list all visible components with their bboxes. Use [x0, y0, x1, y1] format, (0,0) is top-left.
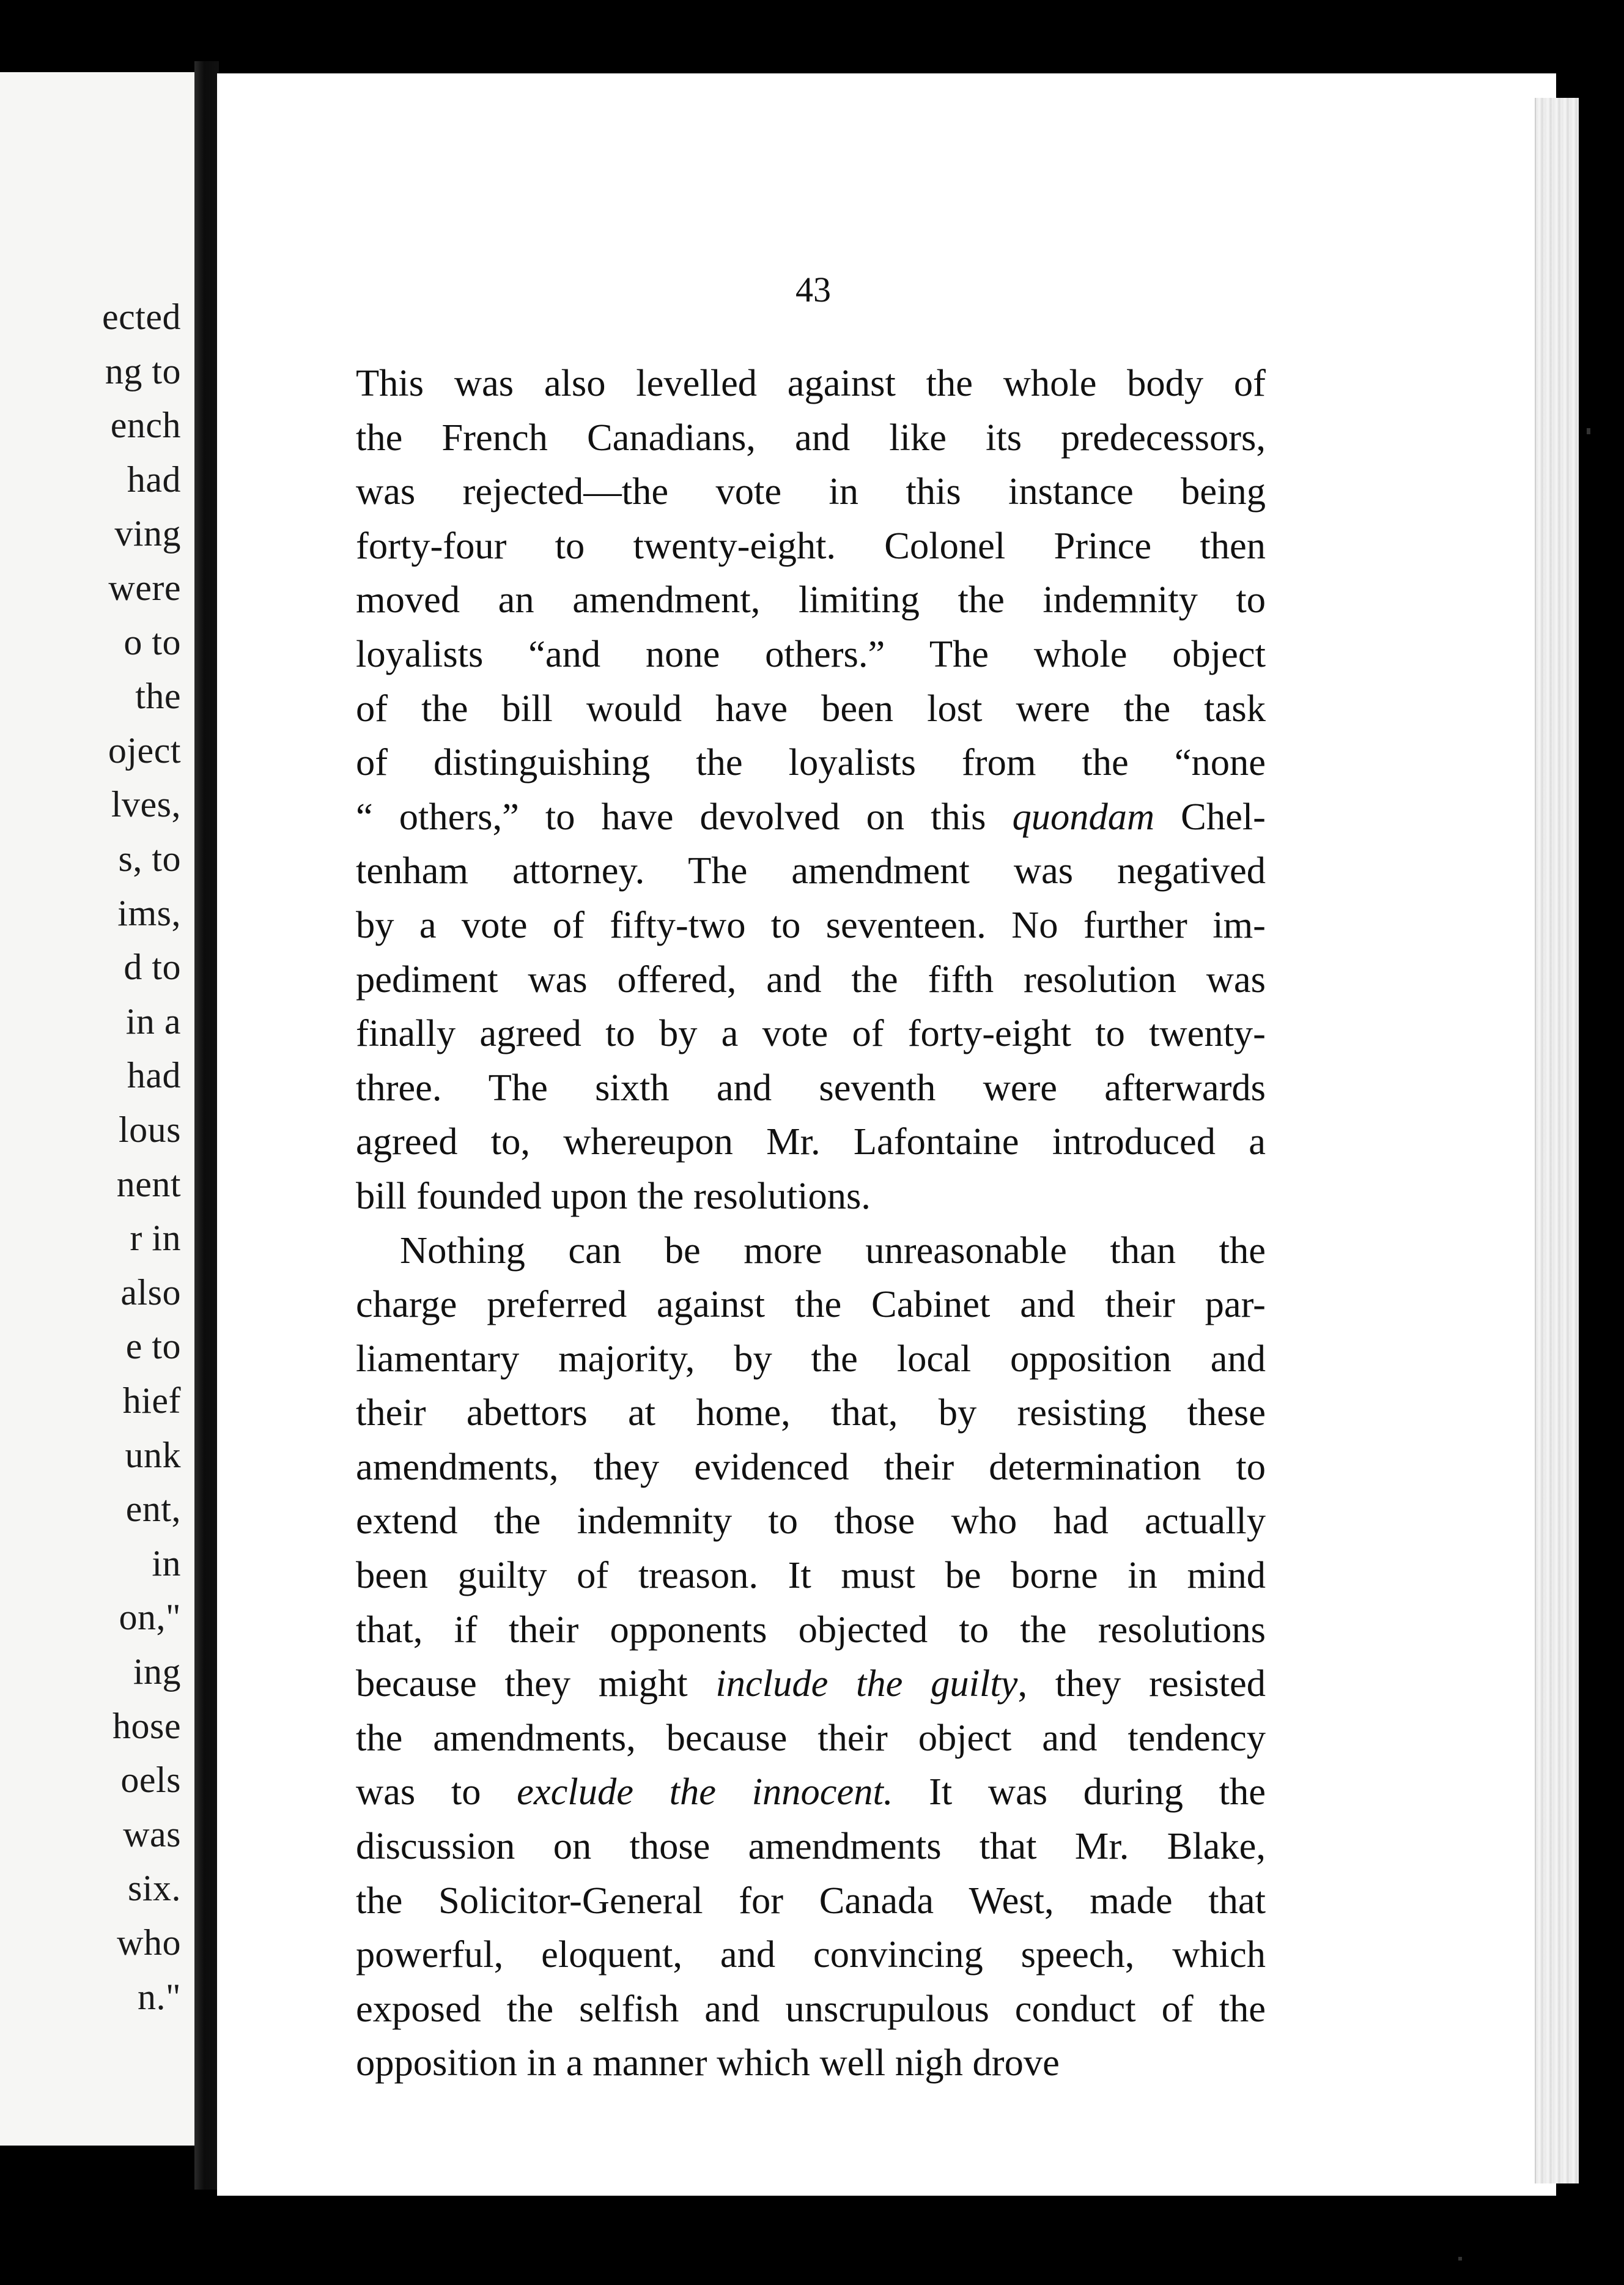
text-line: tenham attorney. The amendment was negatived [356, 849, 1266, 892]
text-line: of distinguishing the loyalists from the “none [356, 741, 1266, 784]
left-page-line: n." [138, 1976, 181, 2017]
italic-text: quondam [1012, 794, 1155, 838]
text-line: that, if their opponents objected to the resolutions [356, 1607, 1266, 1651]
text-line: extend the indemnity to those who had actually [356, 1499, 1266, 1542]
text-line: discussion on those amendments that Mr. Blake, [356, 1824, 1266, 1868]
text-segment: It was during the [893, 1770, 1266, 1813]
text-line: opposition in a manner which well nigh drove [356, 2041, 1060, 2084]
text-line: loyalists “and none others.” The whole object [356, 632, 1266, 675]
body-text [356, 356, 1266, 2090]
italic-text: exclude the innocent. [517, 1770, 893, 1813]
left-page-line: ing [133, 1651, 181, 1692]
text-line: This was also levelled against the whole body of [356, 361, 1266, 404]
text-line [356, 790, 1266, 844]
left-page-line: were [108, 568, 181, 608]
scan-speck [1587, 428, 1590, 434]
left-page-line: e to [125, 1326, 181, 1367]
text-line: agreed to, whereupon Mr. Lafontaine introduced a [356, 1120, 1266, 1163]
left-page-line: in [152, 1542, 181, 1583]
text-line: powerful, eloquent, and convincing speech, which [356, 1933, 1266, 1976]
left-page-line: ent, [125, 1489, 181, 1530]
left-page-line: ims, [117, 892, 181, 933]
left-page-line: six. [127, 1868, 181, 1909]
text-line: finally agreed to by a vote of forty-eight to twenty- [356, 1012, 1266, 1055]
left-page-line: in a [125, 1001, 181, 1042]
left-page-line: ng to [105, 350, 181, 391]
left-page-line: on," [119, 1597, 181, 1638]
text-line: charge preferred against the Cabinet and their par- [356, 1283, 1266, 1326]
left-page-line: lves, [111, 784, 181, 825]
text-line: amendments, they evidenced their determination to [356, 1445, 1266, 1488]
text-line [356, 1656, 1266, 1711]
text-line: pediment was offered, and the fifth resolution was [356, 957, 1266, 1001]
left-page-line: also [120, 1272, 181, 1313]
left-page-line: had [127, 1055, 181, 1096]
left-page-line: oject [108, 730, 181, 771]
text-line: Nothing can be more unreasonable than the [400, 1228, 1266, 1272]
left-facing-page [0, 72, 194, 2146]
text-line: the amendments, because their object and tendency [356, 1716, 1266, 1759]
text-segment: Chel- [1154, 794, 1266, 838]
italic-text: include the guilty [715, 1662, 1018, 1705]
left-page-line: hief [122, 1380, 181, 1421]
left-page-line: d to [124, 947, 181, 988]
text-line: three. The sixth and seventh were afterwards [356, 1065, 1266, 1109]
left-page-line: oels [120, 1760, 181, 1801]
left-page-line: hose [113, 1705, 181, 1746]
text-segment: “ others,” to have devolved on this [356, 794, 1013, 838]
page-number: 43 [795, 270, 831, 309]
left-page-line: had [127, 459, 181, 500]
text-line: was rejected—the vote in this instance being [356, 470, 1266, 513]
text-line: their abettors at home, that, by resisting these [356, 1391, 1266, 1434]
left-page-line: r in [130, 1218, 181, 1259]
left-page-line: s, to [118, 839, 181, 879]
text-line: forty-four to twenty-eight. Colonel Prince then [356, 524, 1266, 567]
left-page-line: ected [102, 297, 181, 337]
text-line [356, 1765, 1266, 1819]
text-line: the French Canadians, and like its predecessors, [356, 415, 1266, 459]
left-page-line: lous [118, 1109, 181, 1150]
left-page-line: was [123, 1813, 181, 1854]
left-page-line: the [135, 676, 181, 717]
left-page-line: ving [114, 513, 181, 554]
text-segment: , they resisted [1017, 1662, 1266, 1705]
left-page-line: ench [110, 405, 181, 446]
left-page-line: unk [125, 1434, 181, 1475]
text-line: moved an amendment, limiting the indemnity to [356, 578, 1266, 621]
text-line: liamentary majority, by the local opposition and [356, 1336, 1266, 1380]
text-line: of the bill would have been lost were the task [356, 686, 1266, 730]
scan-speck [1458, 2257, 1462, 2261]
text-line: exposed the selfish and unscrupulous conduct of the [356, 1987, 1266, 2030]
text-line: bill founded upon the resolutions. [356, 1174, 871, 1217]
text-line: by a vote of fifty-two to seventeen. No further im- [356, 903, 1266, 946]
text-line: been guilty of treason. It must be borne in mind [356, 1554, 1266, 1597]
text-line: the Solicitor-General for Canada West, made that [356, 1878, 1266, 1922]
left-page-line: who [117, 1922, 181, 1963]
text-segment: because they might [356, 1662, 716, 1705]
text-segment: was to [356, 1770, 517, 1813]
book-gutter [194, 61, 219, 2190]
page-fore-edge [1535, 98, 1579, 2183]
left-page-line: o to [124, 621, 181, 662]
left-page-line: nent [116, 1163, 181, 1204]
